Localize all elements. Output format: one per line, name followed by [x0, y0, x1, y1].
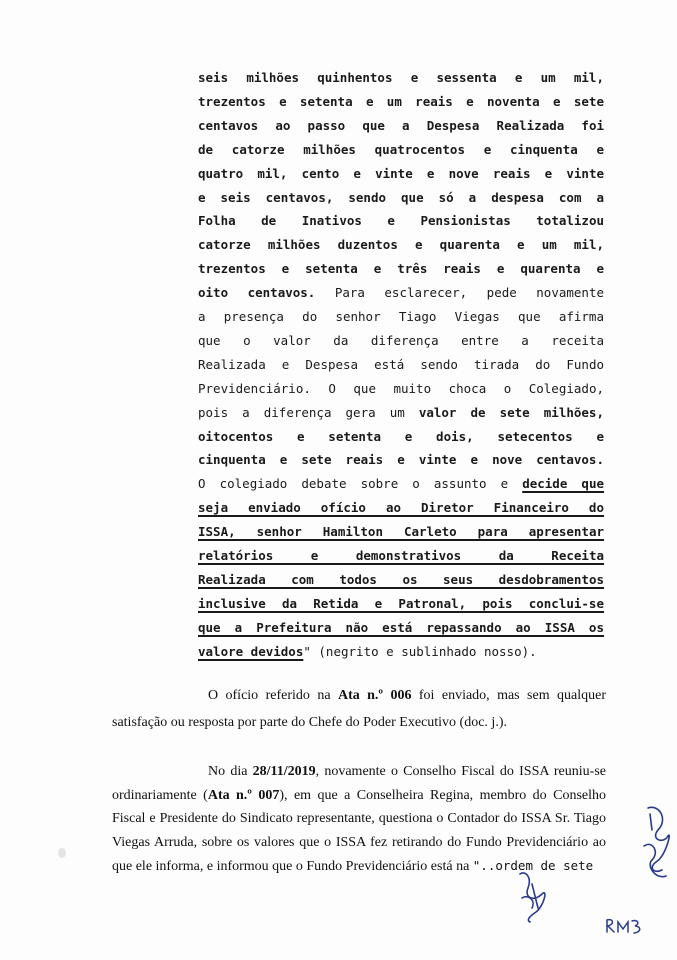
quote-line	[198, 570, 604, 590]
text-run: ISSA, senhor Hamilton Carleto para apresentar	[198, 524, 604, 540]
text-run: que a Prefeitura não está repassando ao ISSA os	[198, 619, 604, 635]
quote-line	[198, 355, 604, 375]
quote-line	[198, 546, 604, 566]
quote-line	[198, 92, 604, 112]
text-run: valor de sete milhões,	[418, 404, 604, 420]
text-run: Para esclarecer, pede novamente	[315, 285, 604, 301]
signature-mark-bottom	[512, 868, 554, 924]
initials-mark	[604, 914, 648, 940]
text-run: 28/11/2019	[252, 764, 316, 779]
text-run: seja enviado ofício ao Diretor Financeiro do	[198, 500, 604, 516]
quote-line	[198, 474, 604, 494]
text-run: que ele informa, e informou que o Fundo Previdenciário está na	[112, 859, 473, 874]
quote-line	[198, 235, 604, 255]
text-line	[112, 786, 606, 806]
text-run: satisfação ou resposta por parte do Chefe do Poder Executivo (doc. j.).	[112, 715, 507, 730]
text-run: O ofício referido na	[208, 688, 338, 703]
text-run: a presença do senhor Tiago Viegas que afirma	[198, 309, 604, 324]
quote-line	[198, 307, 604, 327]
text-run: Viegas Arruda, sobre os valores que o ISSA fez retirando do Fundo Previdenciário ao	[112, 834, 606, 850]
text-run: catorze milhões duzentos e quarenta e um mil,	[198, 237, 604, 253]
quote-line	[198, 379, 604, 399]
quote-line	[198, 188, 604, 208]
text-run: cinquenta e sete reais e vinte e nove centavos.	[198, 452, 604, 468]
text-run: oito centavos.	[198, 285, 316, 301]
signature-mark-right	[630, 800, 677, 890]
text-run: valore devidos	[198, 643, 304, 659]
text-run: foi enviado, mas sem qualquer	[411, 688, 606, 703]
text-run: oitocentos e setenta e dois, setecentos e	[198, 428, 604, 444]
quote-line	[198, 427, 604, 447]
text-line	[112, 762, 606, 782]
text-run: ), em que a Conselheira Regina, membro do Conselho	[279, 787, 606, 803]
text-run: centavos ao passo que a Despesa Realizada foi	[198, 117, 604, 133]
quote-line	[198, 140, 604, 160]
text-run: relatórios e demonstrativos da Receita	[198, 548, 604, 563]
quote-line	[198, 164, 604, 184]
text-run: Realizada com todos os seus desdobramentos	[198, 571, 604, 587]
text-run: Realizada e Despesa está sendo tirada do Fundo	[198, 356, 604, 372]
margin-smudge	[58, 848, 66, 858]
text-run: , novamente o Conselho Fiscal do ISSA reuniu-se	[315, 764, 606, 779]
text-run: trezentos e setenta e três reais e quarenta e	[198, 261, 604, 277]
text-line	[112, 833, 606, 853]
text-run: Fiscal e Presidente do Sindicato representante, questiona o Contador do ISSA Sr. Tiago	[112, 811, 606, 826]
text-run: Ata n.º 006	[337, 688, 412, 703]
text-run: ordinariamente (	[112, 787, 208, 803]
quote-line	[198, 594, 604, 614]
quote-line	[198, 211, 604, 231]
text-run: quatro mil, cento e vinte e nove reais e vinte	[198, 165, 604, 181]
quote-line	[198, 259, 604, 279]
text-run: seis milhões quinhentos e sessenta e um mil,	[198, 70, 604, 85]
text-line	[112, 809, 606, 829]
text-run: trezentos e setenta e um reais e noventa e sete	[198, 93, 604, 109]
text-line	[112, 713, 606, 733]
text-run: Folha de Inativos e Pensionistas totalizou	[198, 213, 604, 229]
quote-line	[198, 498, 604, 518]
text-run: O colegiado debate sobre o assunto e	[198, 476, 523, 492]
text-run: pois a diferença gera um	[198, 404, 419, 420]
quote-line	[198, 283, 604, 303]
text-run: que o valor da diferença entre a receita	[198, 332, 604, 348]
quote-line	[198, 450, 604, 470]
quote-line	[198, 642, 604, 662]
quote-line	[198, 331, 604, 351]
quote-line	[198, 68, 604, 88]
text-run: Previdenciário. O que muito choca o Colegiado,	[198, 380, 604, 396]
text-run: " (negrito e sublinhado nosso).	[303, 643, 537, 659]
text-run: inclusive da Retida e Patronal, pois conclui-se	[198, 595, 604, 611]
text-run: decide que	[522, 476, 604, 492]
quote-line	[198, 403, 604, 423]
text-line	[112, 686, 606, 706]
quote-line	[198, 618, 604, 638]
quote-line	[198, 116, 604, 136]
quote-line	[198, 522, 604, 542]
text-run: "..ordem de sete	[472, 858, 594, 873]
text-run: de catorze milhões quatrocentos e cinquenta e	[198, 141, 604, 157]
text-run: e seis centavos, sendo que só a despesa com a	[198, 189, 604, 205]
text-run: No dia	[208, 764, 253, 779]
text-run: Ata n.º 007	[207, 787, 280, 803]
